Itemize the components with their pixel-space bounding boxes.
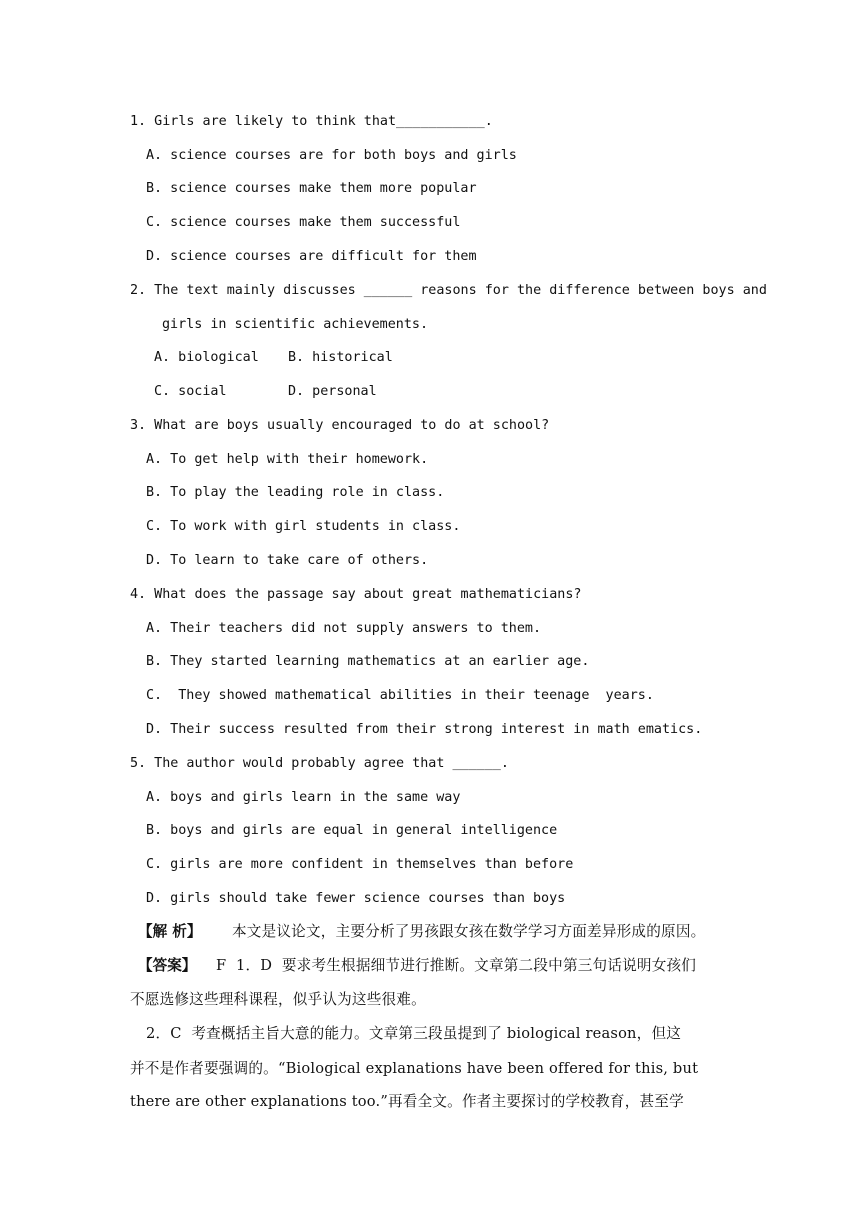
question-4-option-a: A. Their teachers did not supply answers to them. [146,621,542,636]
question-5-option-b: B. boys and girls are equal in general intelligence [146,823,558,838]
question-5-option-a: A. boys and girls learn in the same way [146,790,461,805]
analysis-text: 本文是议论文，主要分析了男孩跟女孩在数学学习方面差异形成的原因。 [232,923,706,940]
question-3-option-b: B. To play the leading role in class. [146,485,445,500]
question-2-option-c: C. social [154,384,227,399]
question-4-option-c: C. They showed mathematical abilities in their teenage years. [146,688,654,703]
question-3-option-d: D. To learn to take care of others. [146,553,429,568]
question-4-option-d: D. Their success resulted from their strong interest in math ematics. [146,722,703,737]
question-1-option-a: A. science courses are for both boys and girls [146,148,517,163]
question-3-stem: 3. What are boys usually encouraged to do at school? [130,418,550,433]
answer-line-5: there are other explanations too.”再看全文。作者主要探讨的学校教育，甚至学 [130,1093,684,1110]
answer-line-4: 并不是作者要强调的。“Biological explanations have been offered for this, but [130,1060,699,1077]
analysis-label: 【解 析】 [138,923,202,940]
answer-line-1: F 1．D 要求考生根据细节进行推断。文章第二段中第三句话说明女孩们 [216,957,697,974]
question-2-option-b: B. historical [288,350,393,365]
question-2-option-d: D. personal [288,384,377,399]
question-3-option-a: A. To get help with their homework. [146,452,429,467]
question-5-option-c: C. girls are more confident in themselves than before [146,857,574,872]
question-4-stem: 4. What does the passage say about great mathematicians? [130,587,582,602]
question-1-option-c: C. science courses make them successful [146,215,461,230]
answer-line-3: 2．C 考查概括主旨大意的能力。文章第三段虽提到了 biological reason，但这 [146,1025,682,1042]
question-1-option-b: B. science courses make them more popular [146,181,477,196]
question-1-option-d: D. science courses are difficult for them [146,249,477,264]
question-3-option-c: C. To work with girl students in class. [146,519,461,534]
question-5-stem: 5. The author would probably agree that ______. [130,756,509,771]
question-4-option-b: B. They started learning mathematics at an earlier age. [146,654,590,669]
question-5-option-d: D. girls should take fewer science courses than boys [146,891,566,906]
answer-label: 【答案】 [138,957,197,974]
answer-line-2: 不愿选修这些理科课程，似乎认为这些很难。 [130,991,426,1008]
question-2-option-a: A. biological [154,350,259,365]
question-2-stem-line-2: girls in scientific achievements. [162,317,429,332]
question-2-stem-line-1: 2. The text mainly discusses ______ reasons for the difference between boys and [130,283,767,298]
question-1-stem: 1. Girls are likely to think that___________. [130,114,493,129]
